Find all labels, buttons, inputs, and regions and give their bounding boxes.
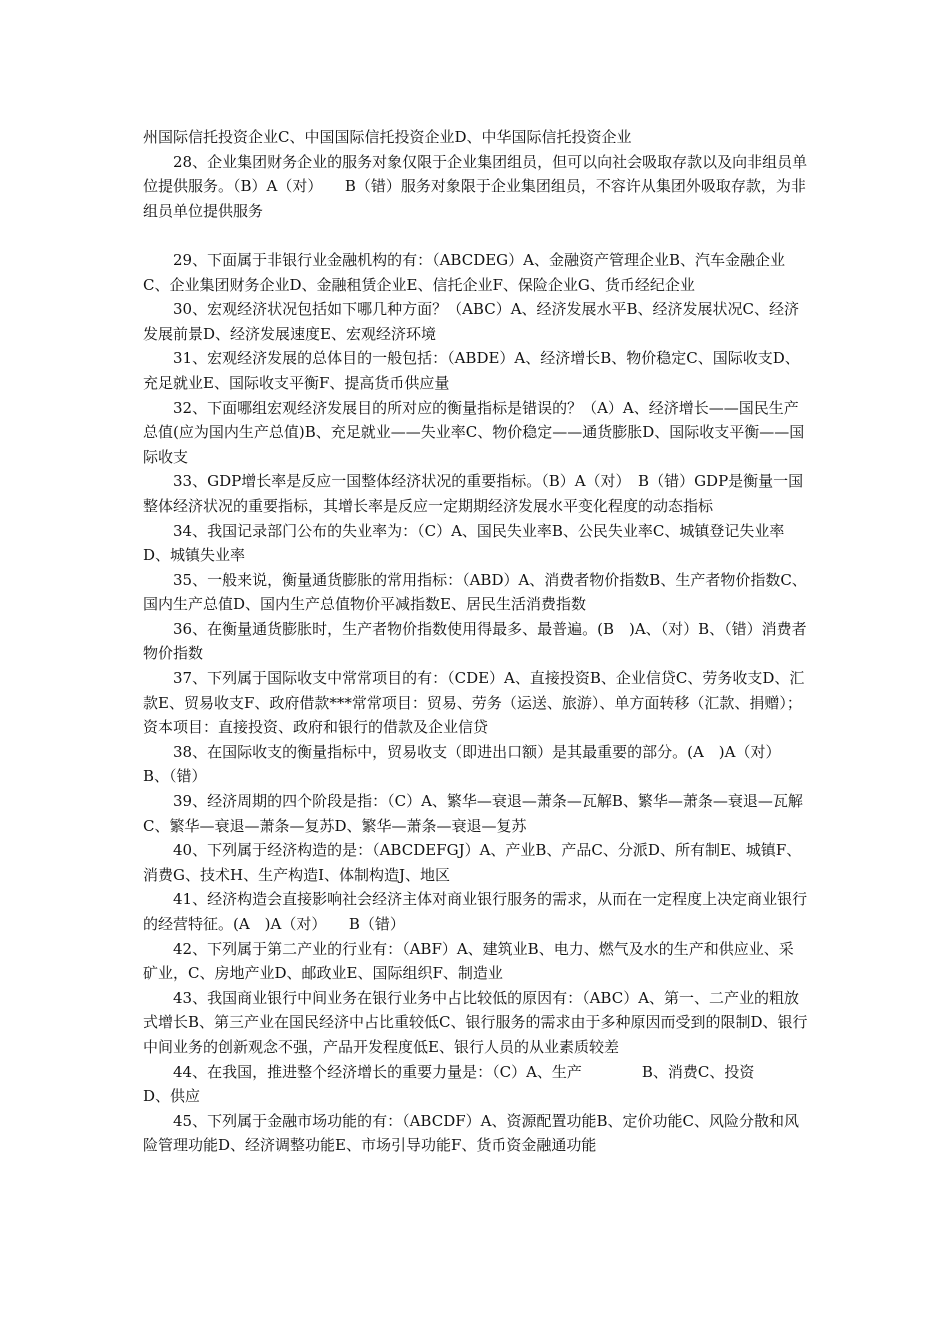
question-28: 28、企业集团财务企业的服务对象仅限于企业集团组员，但可以向社会吸取存款以及向非组员单位提供服务。（B）A（对） B（错）服务对象限于企业集团组员，不容许从集团外吸取存款，为非组员单位提供服务 (143, 152, 808, 220)
question-39: 39、经济周期的四个阶段是指：（C）A、繁华—衰退—萧条—瓦解B、繁华—萧条—衰退—瓦解C、繁华—衰退—萧条—复苏D、繁华—萧条—衰退—复苏 (143, 792, 803, 835)
question-42: 42、下列属于第二产业的行业有：（ABF）A、建筑业B、电力、燃气及水的生产和供应业、采矿业，C、房地产业D、邮政业E、国际组织F、制造业 (143, 939, 794, 983)
blank-line (143, 223, 808, 248)
question-30: 30、宏观经济状况包括如下哪几种方面？（ABC）A、经济发展水平B、经济发展状况C、经济发展前景D、经济发展速度E、宏观经济环境 (143, 300, 800, 343)
question-37: 37、下列属于国际收支中常常项目的有：（CDE）A、直接投资B、企业信贷C、劳务收支D、汇款E、贸易收支F、政府借款***常常项目：贸易、劳务（运送、旅游）、单方面转移（汇款、捐赠）；资本项目：直接投资、政府和银行的借款及企业信贷 (143, 669, 805, 737)
question-29: 29、下面属于非银行业金融机构的有：（ABCDEG）A、金融资产管理企业B、汽车金融企业C、企业集团财务企业D、金融租赁企业E、信托企业F、保险企业G、货币经纪企业 (143, 250, 786, 294)
question-32: 32、下面哪组宏观经济发展目的所对应的衡量指标是错误的？（A）A、经济增长——国民生产总值(应为国内生产总值)B、充足就业——失业率C、物价稳定——通货膨胀D、国际收支平衡——国际收支 (143, 398, 805, 466)
question-38: 38、在国际收支的衡量指标中，贸易收支（即进出口额）是其最重要的部分。(A )A（对） B、（错） (143, 742, 788, 786)
document-body (143, 125, 815, 1158)
question-43: 43、我国商业银行中间业务在银行业务中占比较低的原因有：（ABC）A、第一、二产业的粗放式增长B、第三产业在国民经济中占比重较低C、银行服务的需求由于多种原因而受到的限制D、银行中间业务的创新观念不强，产品开发程度低E、银行人员的从业素质较差 (143, 988, 808, 1056)
question-40: 40、下列属于经济构造的是：（ABCDEFGJ）A、产业B、产品C、分派D、所有制E、城镇F、消费G、技术H、生产构造I、体制构造J、地区 (143, 841, 802, 884)
paragraph-continuation: 州国际信托投资企业C、中国国际信托投资企业D、中华国际信托投资企业 (143, 128, 632, 146)
question-34: 34、我国记录部门公布的失业率为：（C）A、国民失业率B、公民失业率C、城镇登记失业率D、城镇失业率 (143, 521, 785, 565)
question-33: 33、GDP增长率是反应一国整体经济状况的重要指标。（B）A（对） B（错）GDP是衡量一国整体经济状况的重要指标，其增长率是反应一定期期经济发展水平变化程度的动态指标 (143, 472, 804, 515)
question-45: 45、下列属于金融市场功能的有：（ABCDF）A、资源配置功能B、定价功能C、风险分散和风险管理功能D、经济调整功能E、市场引导功能F、货币资金融通功能 (143, 1111, 799, 1155)
question-35: 35、一般来说，衡量通货膨胀的常用指标：（ABD）A、消费者物价指数B、生产者物价指数C、国内生产总值D、国内生产总值物价平减指数E、居民生活消费指数 (143, 570, 807, 614)
question-31: 31、宏观经济发展的总体目的一般包括：（ABDE）A、经济增长B、物价稳定C、国际收支D、充足就业E、国际收支平衡F、提高货币供应量 (143, 349, 800, 392)
question-36: 36、在衡量通货膨胀时，生产者物价指数使用得最多、最普遍。(B )A、（对）B、（错）消费者物价指数 (143, 619, 807, 663)
question-44: 44、在我国，推进整个经济增长的重要力量是：（C）A、生产 B、消费C、投资 D、供应 (143, 1062, 815, 1106)
question-41: 41、经济构造会直接影响社会经济主体对商业银行服务的需求，从而在一定程度上决定商业银行的经营特征。(A )A（对） B（错） (143, 890, 808, 933)
